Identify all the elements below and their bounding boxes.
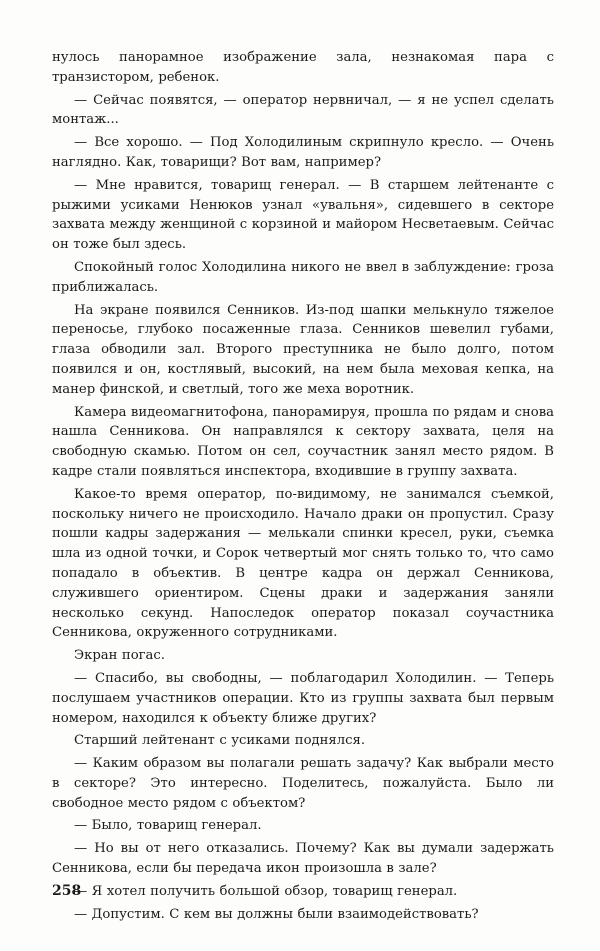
- paragraph-16: — Допустим. С кем вы должны были взаимодействовать?: [74, 906, 479, 922]
- page-number: 258: [52, 883, 82, 899]
- page-text: [52, 48, 554, 927]
- paragraph-11: Старший лейтенант с усиками поднялся.: [74, 733, 366, 749]
- paragraph-6: На экране появился Сенников. Из-под шапки мелькнуло тяжелое переносье, глубоко посаженные глаза. Сенников шевелил губами, глаза обводили зал. Второго преступника не было долго, потом появился и он, костлявый, высокий, на нем была меховая кепка, на манер финской, и светлый, того же меха воротник.: [52, 302, 554, 397]
- paragraph-12: — Каким образом вы полагали решать задачу? Как выбрали место в секторе? Это интересно. Поделитесь, пожалуйста. Было ли свободное место рядом с объектом?: [52, 756, 554, 811]
- paragraph-14: — Но вы от него отказались. Почему? Как вы думали задержать Сенникова, если бы передача икон произошла в зале?: [52, 841, 554, 877]
- paragraph-9: Экран погас.: [74, 648, 165, 664]
- paragraph-7: Камера видеомагнитофона, панорамируя, прошла по рядам и снова нашла Сенникова. Он направлялся к сектору захвата, целя на свободную скамью. Потом он сел, соучастник занял место рядом. В кадре стали появляться инспектора, входившие в группу захвата.: [52, 404, 554, 479]
- paragraph-3: — Все хорошо. — Под Холодилиным скрипнуло кресло. — Очень наглядно. Как, товарищи? Вот вам, например?: [52, 135, 554, 170]
- paragraph-5: Спокойный голос Холодилина никого не ввел в заблуждение: гроза приближалась.: [52, 259, 554, 295]
- paragraph-2: — Сейчас появятся, — оператор нервничал, — я не успел сделать монтаж...: [52, 92, 554, 128]
- paragraph-8: Какое-то время оператор, по-видимому, не занимался съемкой, поскольку ничего не происходило. Начало драки он пропустил. Сразу пошли кадры задержания — мелькали спинки кресел, руки, съемка шла из одной точки, и Сорок четвертый мог снять только то, что само попадало в объектив. В центре кадра он держал Сенникова, служившего ориентиром. Сцены драки и задержания заняли несколько секунд. Напоследок оператор показал соучастника Сенникова, окруженного сотрудниками.: [52, 486, 554, 641]
- paragraph-15: — Я хотел получить большой обзор, товарищ генерал.: [74, 883, 458, 899]
- paragraph-13: — Было, товарищ генерал.: [74, 818, 262, 834]
- paragraph-10: — Спасибо, вы свободны, — поблагодарил Холодилин. — Теперь послушаем участников операции. Кто из группы захвата был первым номером, находился к объекту ближе других?: [52, 670, 554, 726]
- paragraph-1: нулось панорамное изображение зала, незнакомая пара с транзистором, ребенок.: [52, 50, 554, 85]
- paragraph-4: — Мне нравится, товарищ генерал. — В старшем лейтенанте с рыжими усиками Ненюков узнал «увальня», сидевшего в секторе захвата между женщиной с корзиной и майором Несветаевым. Сейчас он тоже был здесь.: [52, 177, 554, 253]
